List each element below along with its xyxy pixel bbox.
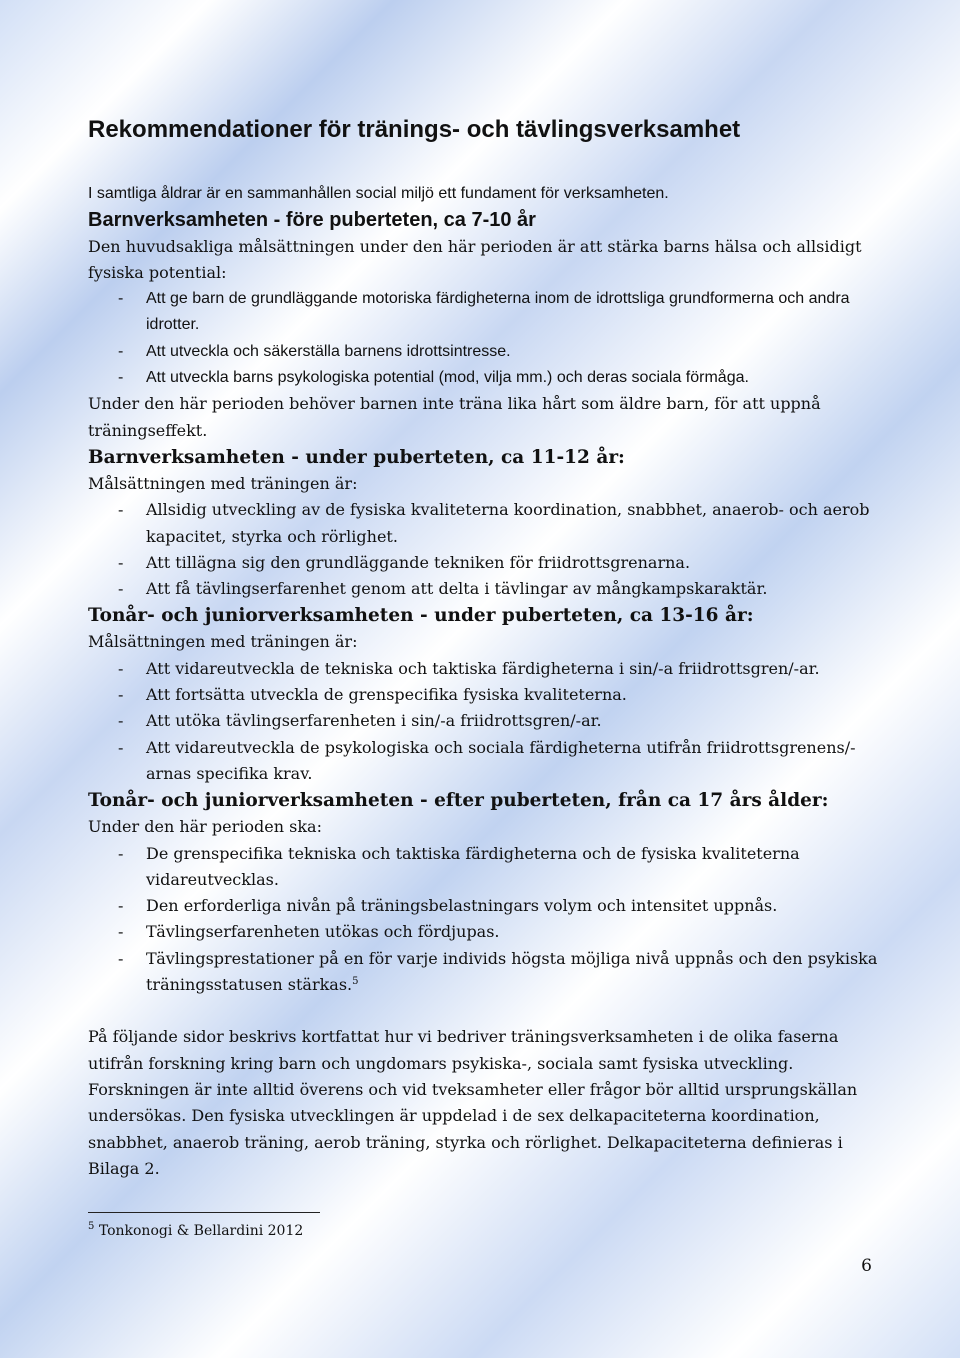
section-heading-teen-after-puberty: Tonår- och juniorverksamheten - efter puberteten, från ca 17 års ålder: <box>88 790 829 812</box>
footnote-number: 5 <box>88 1221 95 1232</box>
dash-marker: - <box>118 737 124 757</box>
list-item: - Att fortsätta utveckla de grenspecifika fysiska kvaliteterna. <box>88 682 880 708</box>
footnote-divider <box>88 1212 320 1213</box>
dash-marker: - <box>118 685 124 705</box>
bullet-list <box>88 286 880 391</box>
document-page <box>88 0 880 1358</box>
bullet-list <box>88 497 880 602</box>
dash-marker: - <box>118 290 124 308</box>
list-item: - Att få tävlingserfarenhet genom att delta i tävlingar av mångkampskaraktär. <box>88 576 880 602</box>
section-lead: Under den här perioden ska: <box>88 817 322 837</box>
footnote-reference[interactable]: 5 <box>352 976 359 988</box>
list-item: - Att tillägna sig den grundläggande tekniken för friidrottsgrenarna. <box>88 550 880 576</box>
dash-marker: - <box>118 579 124 599</box>
bullet-list <box>88 656 880 787</box>
document-body <box>88 181 880 1182</box>
dash-marker: - <box>118 711 124 731</box>
list-item: - Att utveckla och säkerställa barnens idrottsintresse. <box>88 339 880 365</box>
list-item: - Tävlingserfarenheten utökas och fördjupas. <box>88 919 880 945</box>
list-item: - Att utveckla barns psykologiska potential (mod, vilja mm.) och deras sociala förmåga. <box>88 365 880 391</box>
list-item: - De grenspecifika tekniska och taktiska färdigheterna och de fysiska kvaliteterna vidareutvecklas. <box>88 841 880 894</box>
section-note: Under den här perioden behöver barnen inte träna lika hårt som äldre barn, för att uppnå träningseffekt. <box>88 394 821 440</box>
dash-marker: - <box>118 922 124 942</box>
section-lead: Den huvudsakliga målsättningen under den här perioden är att stärka barns hälsa och allsidigt fysiska potential: <box>88 236 862 282</box>
dash-marker: - <box>118 843 124 863</box>
section-lead: Målsättningen med träningen är: <box>88 632 358 652</box>
section-lead: Målsättningen med träningen är: <box>88 473 358 493</box>
list-item: - Allsidig utveckling av de fysiska kvaliteterna koordination, snabbhet, anaerob- och aerob kapacitet, styrka och rörlighet. <box>88 497 880 550</box>
bullet-list <box>88 841 880 999</box>
footnote-text: Tonkonogi & Bellardini 2012 <box>98 1223 304 1239</box>
intro-paragraph: I samtliga åldrar är en sammanhållen social miljö ett fundament för verksamheten. <box>88 185 669 202</box>
list-item: - Tävlingsprestationer på en för varje individs högsta möjliga nivå uppnås och den psykiska träningsstatusen stärkas.$^5$ <box>88 946 880 999</box>
page-number: 6 <box>861 1256 872 1276</box>
dash-marker: - <box>118 500 124 520</box>
closing-paragraph: På följande sidor beskrivs kortfattat hur vi bedriver träningsverksamheten i de olika faserna utifrån forskning kring barn och ungdomars psykiska-, sociala samt fysiska utveckling. Forskningen är inte alltid överens och vid tveksamheter eller frågor bör alltid ursprungskällan undersökas. Den fysiska utvecklingen är uppdelad i de sex delkapaciteterna koordination, snabbhet, anaerob träning, aerob träning, styrka och rörlighet. Delkapaciteterna definieras i Bilaga 2. <box>88 1027 858 1178</box>
list-item: - Att ge barn de grundläggande motoriska färdigheterna inom de idrottsliga grundformerna och andra idrotter. <box>88 286 880 339</box>
list-item: - Att vidareutveckla de psykologiska och sociala färdigheterna utifrån friidrottsgrenens/-arnas specifika krav. <box>88 735 880 788</box>
page-title: Rekommendationer för tränings- och tävlingsverksamhet <box>88 116 741 143</box>
paragraph-gap <box>88 998 880 1024</box>
list-item: - Att utöka tävlingserfarenheten i sin/-a friidrottsgren/-ar. <box>88 708 880 734</box>
section-heading-pre-puberty: Barnverksamheten - före puberteten, ca 7-10 år <box>88 209 536 232</box>
section-heading-during-puberty: Barnverksamheten - under puberteten, ca 11-12 år: <box>88 446 625 468</box>
dash-marker: - <box>118 552 124 572</box>
section-heading-teen-during-puberty: Tonår- och juniorverksamheten - under puberteten, ca 13-16 år: <box>88 605 754 627</box>
list-item: - Att vidareutveckla de tekniska och taktiska färdigheterna i sin/-a friidrottsgren/-ar. <box>88 656 880 682</box>
dash-marker: - <box>118 948 124 968</box>
dash-marker: - <box>118 896 124 916</box>
dash-marker: - <box>118 369 124 387</box>
dash-marker: - <box>118 658 124 678</box>
dash-marker: - <box>118 342 124 360</box>
list-item: - Den erforderliga nivån på träningsbelastningars volym och intensitet uppnås. <box>88 893 880 919</box>
footnote <box>88 1221 303 1241</box>
